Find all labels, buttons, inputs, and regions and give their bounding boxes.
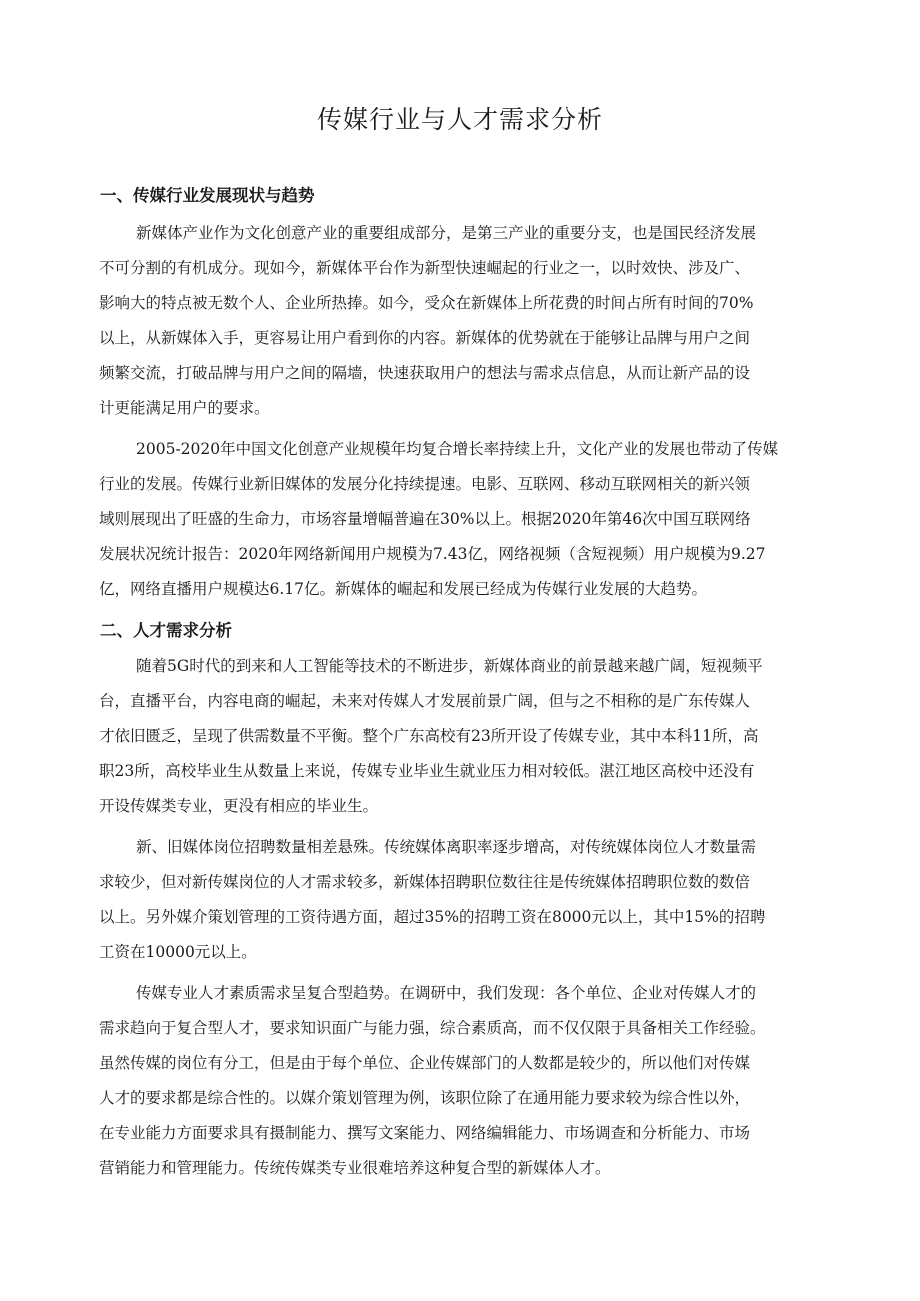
- paragraph-5g-era: [99, 649, 823, 824]
- paragraph-line: 虽然传媒的岗位有分工，但是由于每个单位、企业传媒部门的人数都是较少的，所以他们对传媒: [99, 1054, 751, 1072]
- paragraph-recruitment-gap: [99, 830, 823, 970]
- paragraph-line: 求较少，但对新传媒岗位的人才需求较多，新媒体招聘职位数往往是传统媒体招聘职位数的数倍: [99, 873, 751, 891]
- paragraph-line: 发展状况统计报告：2020年网络新闻用户规模为7.43亿，网络视频（含短视频）用户规模为9.27: [99, 545, 766, 563]
- paragraph-line: 以上，从新媒体入手，更容易让用户看到你的内容。新媒体的优势就在于能够让品牌与用户之间: [99, 329, 751, 347]
- paragraph-line: 计更能满足用户的要求。: [99, 399, 270, 417]
- paragraph-line: 频繁交流，打破品牌与用户之间的隔墙，快速获取用户的想法与需求点信息，从而让新产品的设: [99, 364, 751, 382]
- paragraph-line: 域则展现出了旺盛的生命力，市场容量增幅普遍在30%以上。根据2020年第46次中国互联网络: [99, 510, 751, 528]
- paragraph-line: 台，直播平台，内容电商的崛起，未来对传媒人才发展前景广阔，但与之不相称的是广东传媒人: [99, 692, 751, 710]
- paragraph-line: 人才的要求都是综合性的。以媒介策划管理为例，该职位除了在通用能力要求较为综合性以外，: [99, 1089, 751, 1107]
- paragraph-line: 开设传媒类专业，更没有相应的毕业生。: [99, 797, 379, 815]
- paragraph-line: 随着5G时代的到来和人工智能等技术的不断进步，新媒体商业的前景越来越广阔，短视频平: [136, 657, 763, 675]
- paragraph-industry-growth: [99, 432, 823, 607]
- paragraph-line: 以上。另外媒介策划管理的工资待遇方面，超过35%的招聘工资在8000元以上，其中15%的招聘: [99, 908, 766, 926]
- paragraph-line: 新媒体产业作为文化创意产业的重要组成部分，是第三产业的重要分支，也是国民经济发展: [136, 224, 757, 242]
- paragraph-line: 才依旧匮乏，呈现了供需数量不平衡。整个广东高校有23所开设了传媒专业，其中本科11所，高: [99, 727, 759, 745]
- paragraph-line: 2005-2020年中国文化创意产业规模年均复合增长率持续上升，文化产业的发展也带动了传媒: [136, 440, 779, 458]
- paragraph-line: 职23所，高校毕业生从数量上来说，传媒专业毕业生就业压力相对较低。湛江地区高校中还没有: [99, 762, 755, 780]
- paragraph-new-media-industry: [99, 216, 823, 426]
- paragraph-line: 在专业能力方面要求具有摄制能力、撰写文案能力、网络编辑能力、市场调查和分析能力、市场: [99, 1124, 751, 1142]
- paragraph-line: 需求趋向于复合型人才，要求知识面广与能力强，综合素质高，而不仅仅限于具备相关工作经验。: [99, 1019, 766, 1037]
- paragraph-composite-talent: [99, 976, 823, 1186]
- paragraph-line: 传媒专业人才素质需求呈复合型趋势。在调研中，我们发现：各个单位、企业对传媒人才的: [136, 984, 757, 1002]
- paragraph-line: 亿，网络直播用户规模达6.17亿。新媒体的崛起和发展已经成为传媒行业发展的大趋势。: [99, 580, 708, 598]
- paragraph-line: 不可分割的有机成分。现如今，新媒体平台作为新型快速崛起的行业之一，以时效快、涉及广、: [99, 259, 751, 277]
- section-heading-industry-status: 一、传媒行业发展现状与趋势: [100, 186, 315, 205]
- section-heading-talent-demand: 二、人才需求分析: [100, 621, 232, 640]
- paragraph-line: 影响大的特点被无数个人、企业所热捧。如今，受众在新媒体上所花费的时间占所有时间的70%: [99, 294, 754, 312]
- paragraph-line: 新、旧媒体岗位招聘数量相差悬殊。传统媒体离职率逐步增高，对传统媒体岗位人才数量需: [136, 838, 757, 856]
- paragraph-line: 行业的发展。传媒行业新旧媒体的发展分化持续提速。电影、互联网、移动互联网相关的新兴领: [99, 475, 751, 493]
- page-title: 传媒行业与人才需求分析: [316, 105, 603, 134]
- paragraph-line: 营销能力和管理能力。传统传媒类专业很难培养这种复合型的新媒体人才。: [99, 1159, 611, 1177]
- paragraph-line: 工资在10000元以上。: [99, 943, 257, 961]
